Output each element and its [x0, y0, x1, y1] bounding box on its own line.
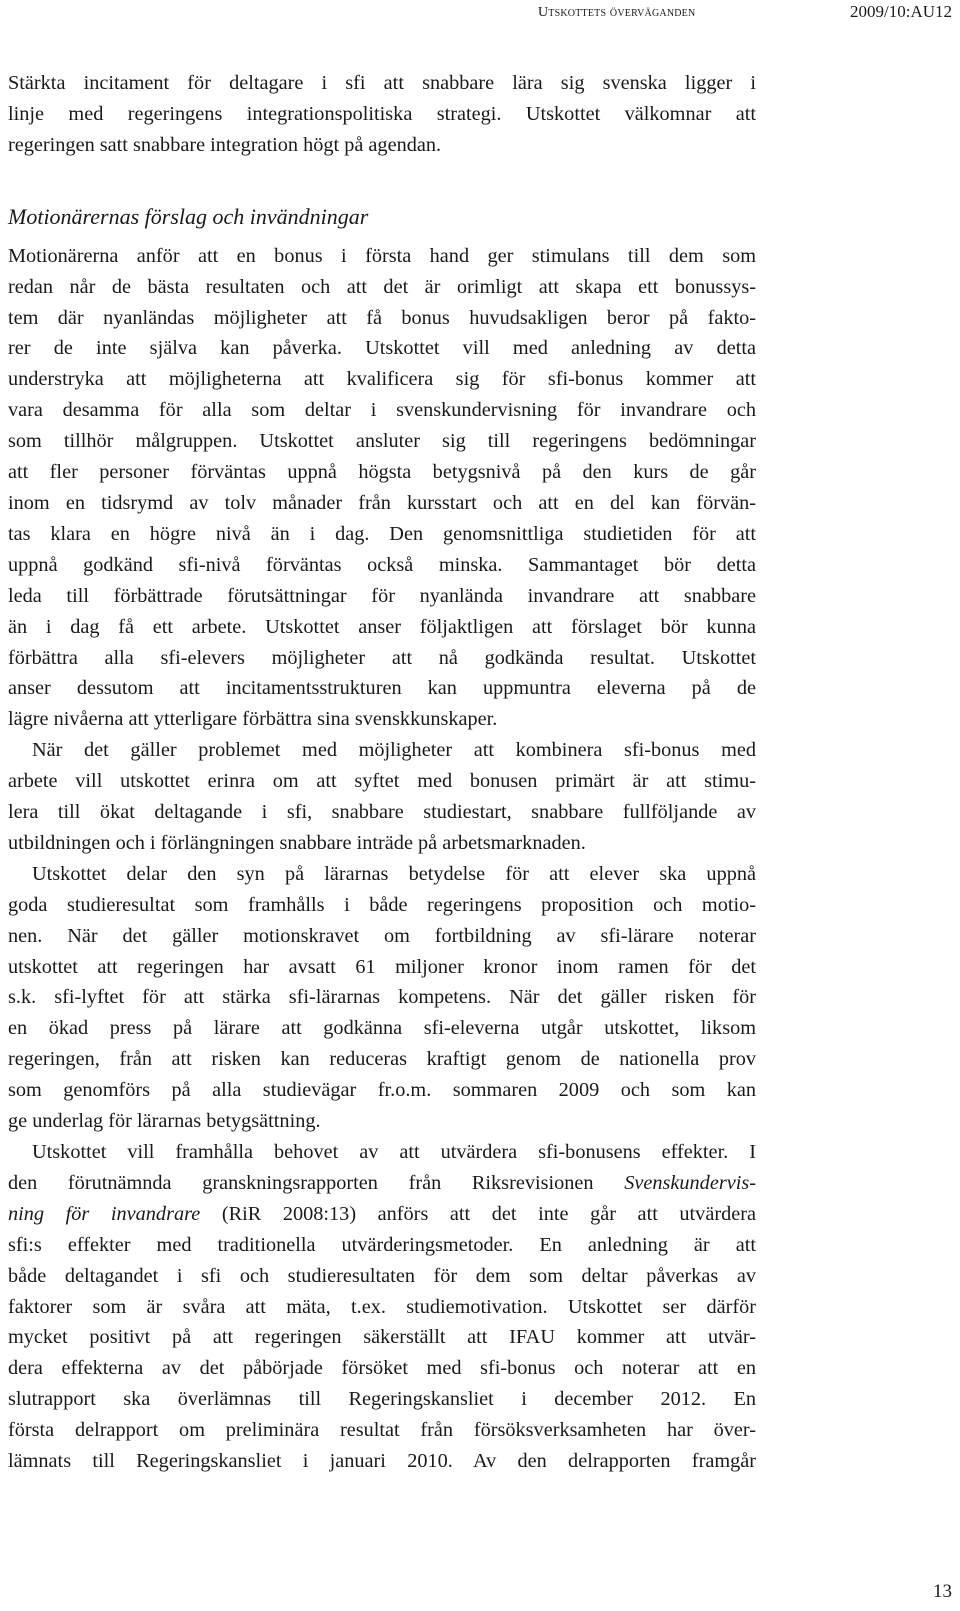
text-line: ge underlag för lärarnas betygsättning.: [8, 1110, 321, 1133]
text-line: När det gäller problemet med möjligheter att kombinera sfi-bonus med: [32, 739, 756, 762]
text-line: en ökad press på lärare att godkänna sfi-eleverna utgår utskottet, liksom: [8, 1017, 756, 1040]
report-title-part: ning för invandrare: [8, 1202, 201, 1225]
text-fragment: (RiR 2008:13) anförs att det inte går att utvärdera: [200, 1202, 756, 1225]
paragraph-teachers: [8, 859, 756, 890]
text-line: s.k. sfi-lyftet för att stärka sfi-lärarnas kompetens. När det gäller risken för: [8, 986, 756, 1009]
text-line: uppnå godkänd sfi-nivå förväntas också minska. Sammantaget bör detta: [8, 553, 756, 576]
text-line: Utskottet delar den syn på lärarnas betydelse för att elever ska uppnå: [32, 862, 756, 885]
text-line: tem där nyanländas möjligheter att få bonus huvudsakligen beror på fakto-: [8, 306, 756, 329]
text-line: inom en tidsrymd av tolv månader från kursstart och att en del kan förvän-: [8, 491, 756, 514]
text-line: understryka att möjligheterna att kvalificera sig för sfi-bonus kommer att: [8, 368, 756, 391]
text-line: Motionärerna anför att en bonus i första hand ger stimulans till dem som: [8, 244, 756, 267]
text-line: att fler personer förväntas uppnå högsta betygsnivå på den kurs de går: [8, 461, 756, 484]
paragraph-evaluation-cont: [8, 1168, 756, 1477]
text-line: regeringen satt snabbare integration högt på agendan.: [8, 133, 442, 156]
paragraph-motions: [8, 241, 756, 736]
text-line: [8, 1199, 756, 1230]
paragraph-evaluation: [8, 1137, 756, 1168]
text-line: lägre nivåerna att ytterligare förbättra sina svenskkunskaper.: [8, 708, 498, 731]
text-line: sfi:s effekter med traditionella utvärderingsmetoder. En anledning är att: [8, 1233, 756, 1256]
text-line: vara desamma för alla som deltar i svenskundervisning för invandrare och: [8, 399, 756, 422]
paragraph-intro: [8, 68, 756, 161]
text-line: anser dessutom att incitamentsstrukturen kan uppmuntra eleverna på de: [8, 677, 756, 700]
text-line: redan når de bästa resultaten och att det är orimligt att skapa ett bonussys-: [8, 275, 756, 298]
page-number: 13: [933, 1581, 952, 1602]
text-line: förbättra alla sfi-elevers möjligheter att nå godkända resultat. Utskottet: [8, 646, 756, 669]
text-line: leda till förbättrade förutsättningar för nyanlända invandrare att snabbare: [8, 584, 756, 607]
text-line: utbildningen och i förlängningen snabbare inträde på arbetsmarknaden.: [8, 831, 586, 854]
paragraph-teachers-cont: [8, 890, 756, 1137]
text-line: regeringen, från att risken kan reduceras kraftigt genom de nationella prov: [8, 1048, 756, 1071]
text-line: Utskottet vill framhålla behovet av att utvärdera sfi-bonusens effekter. I: [32, 1141, 756, 1163]
text-line: dera effekterna av det påbörjade försöket med sfi-bonus och noterar att en: [8, 1357, 756, 1380]
text-line: linje med regeringens integrationspolitiska strategi. Utskottet välkomnar att: [8, 102, 756, 125]
text-line: arbete vill utskottet erinra om att syftet med bonusen primärt är att stimu-: [8, 770, 756, 793]
report-title-part: Svenskundervis-: [624, 1171, 756, 1194]
section-heading: Motionärernas förslag och invändningar: [8, 203, 369, 229]
text-line: som tillhör målgruppen. Utskottet ansluter sig till regeringens bedömningar: [8, 430, 756, 453]
text-line: utskottet att regeringen har avsatt 61 miljoner kronor inom ramen för det: [8, 955, 756, 978]
text-line: både deltagandet i sfi och studieresultaten för dem som deltar påverkas av: [8, 1264, 756, 1287]
paragraph-combine-bonus: [8, 735, 756, 766]
text-line: lämnats till Regeringskansliet i januari 2010. Av den delrapporten framgår: [8, 1450, 756, 1473]
text-line: Stärkta incitament för deltagare i sfi att snabbare lära sig svenska ligger i: [8, 72, 756, 94]
text-line: första delrapport om preliminära resultat från försöksverksamheten har över-: [8, 1419, 756, 1442]
text-line: tas klara en högre nivå än i dag. Den genomsnittliga studietiden för att: [8, 522, 756, 545]
running-header-section: Utskottets överväganden: [538, 5, 696, 20]
text-line: rer de inte själva kan påverka. Utskottet vill med anledning av detta: [8, 337, 756, 360]
running-header-document-id: 2009/10:AU12: [850, 2, 952, 21]
text-line: mycket positivt på att regeringen säkerställt att IFAU kommer att utvär-: [8, 1326, 756, 1349]
text-line: goda studieresultat som framhålls i både regeringens proposition och motio-: [8, 893, 756, 916]
text-line: nen. När det gäller motionskravet om fortbildning av sfi-lärare noterar: [8, 924, 756, 947]
text-line: än i dag få ett arbete. Utskottet anser följaktligen att förslaget bör kunna: [8, 615, 756, 638]
text-line: lera till ökat deltagande i sfi, snabbare studiestart, snabbare fullföljande av: [8, 801, 756, 824]
text-line: som genomförs på alla studievägar fr.o.m. sommaren 2009 och som kan: [8, 1079, 756, 1102]
text-line: slutrapport ska överlämnas till Regeringskansliet i december 2012. En: [8, 1388, 756, 1411]
page-body: [8, 68, 756, 1477]
text-line: faktorer som är svåra att mäta, t.ex. studiemotivation. Utskottet ser därför: [8, 1295, 756, 1318]
text-fragment: den förutnämnda granskningsrapporten från Riksrevisionen: [8, 1171, 625, 1194]
paragraph-combine-bonus-cont: [8, 766, 756, 859]
text-line: [8, 1168, 756, 1199]
